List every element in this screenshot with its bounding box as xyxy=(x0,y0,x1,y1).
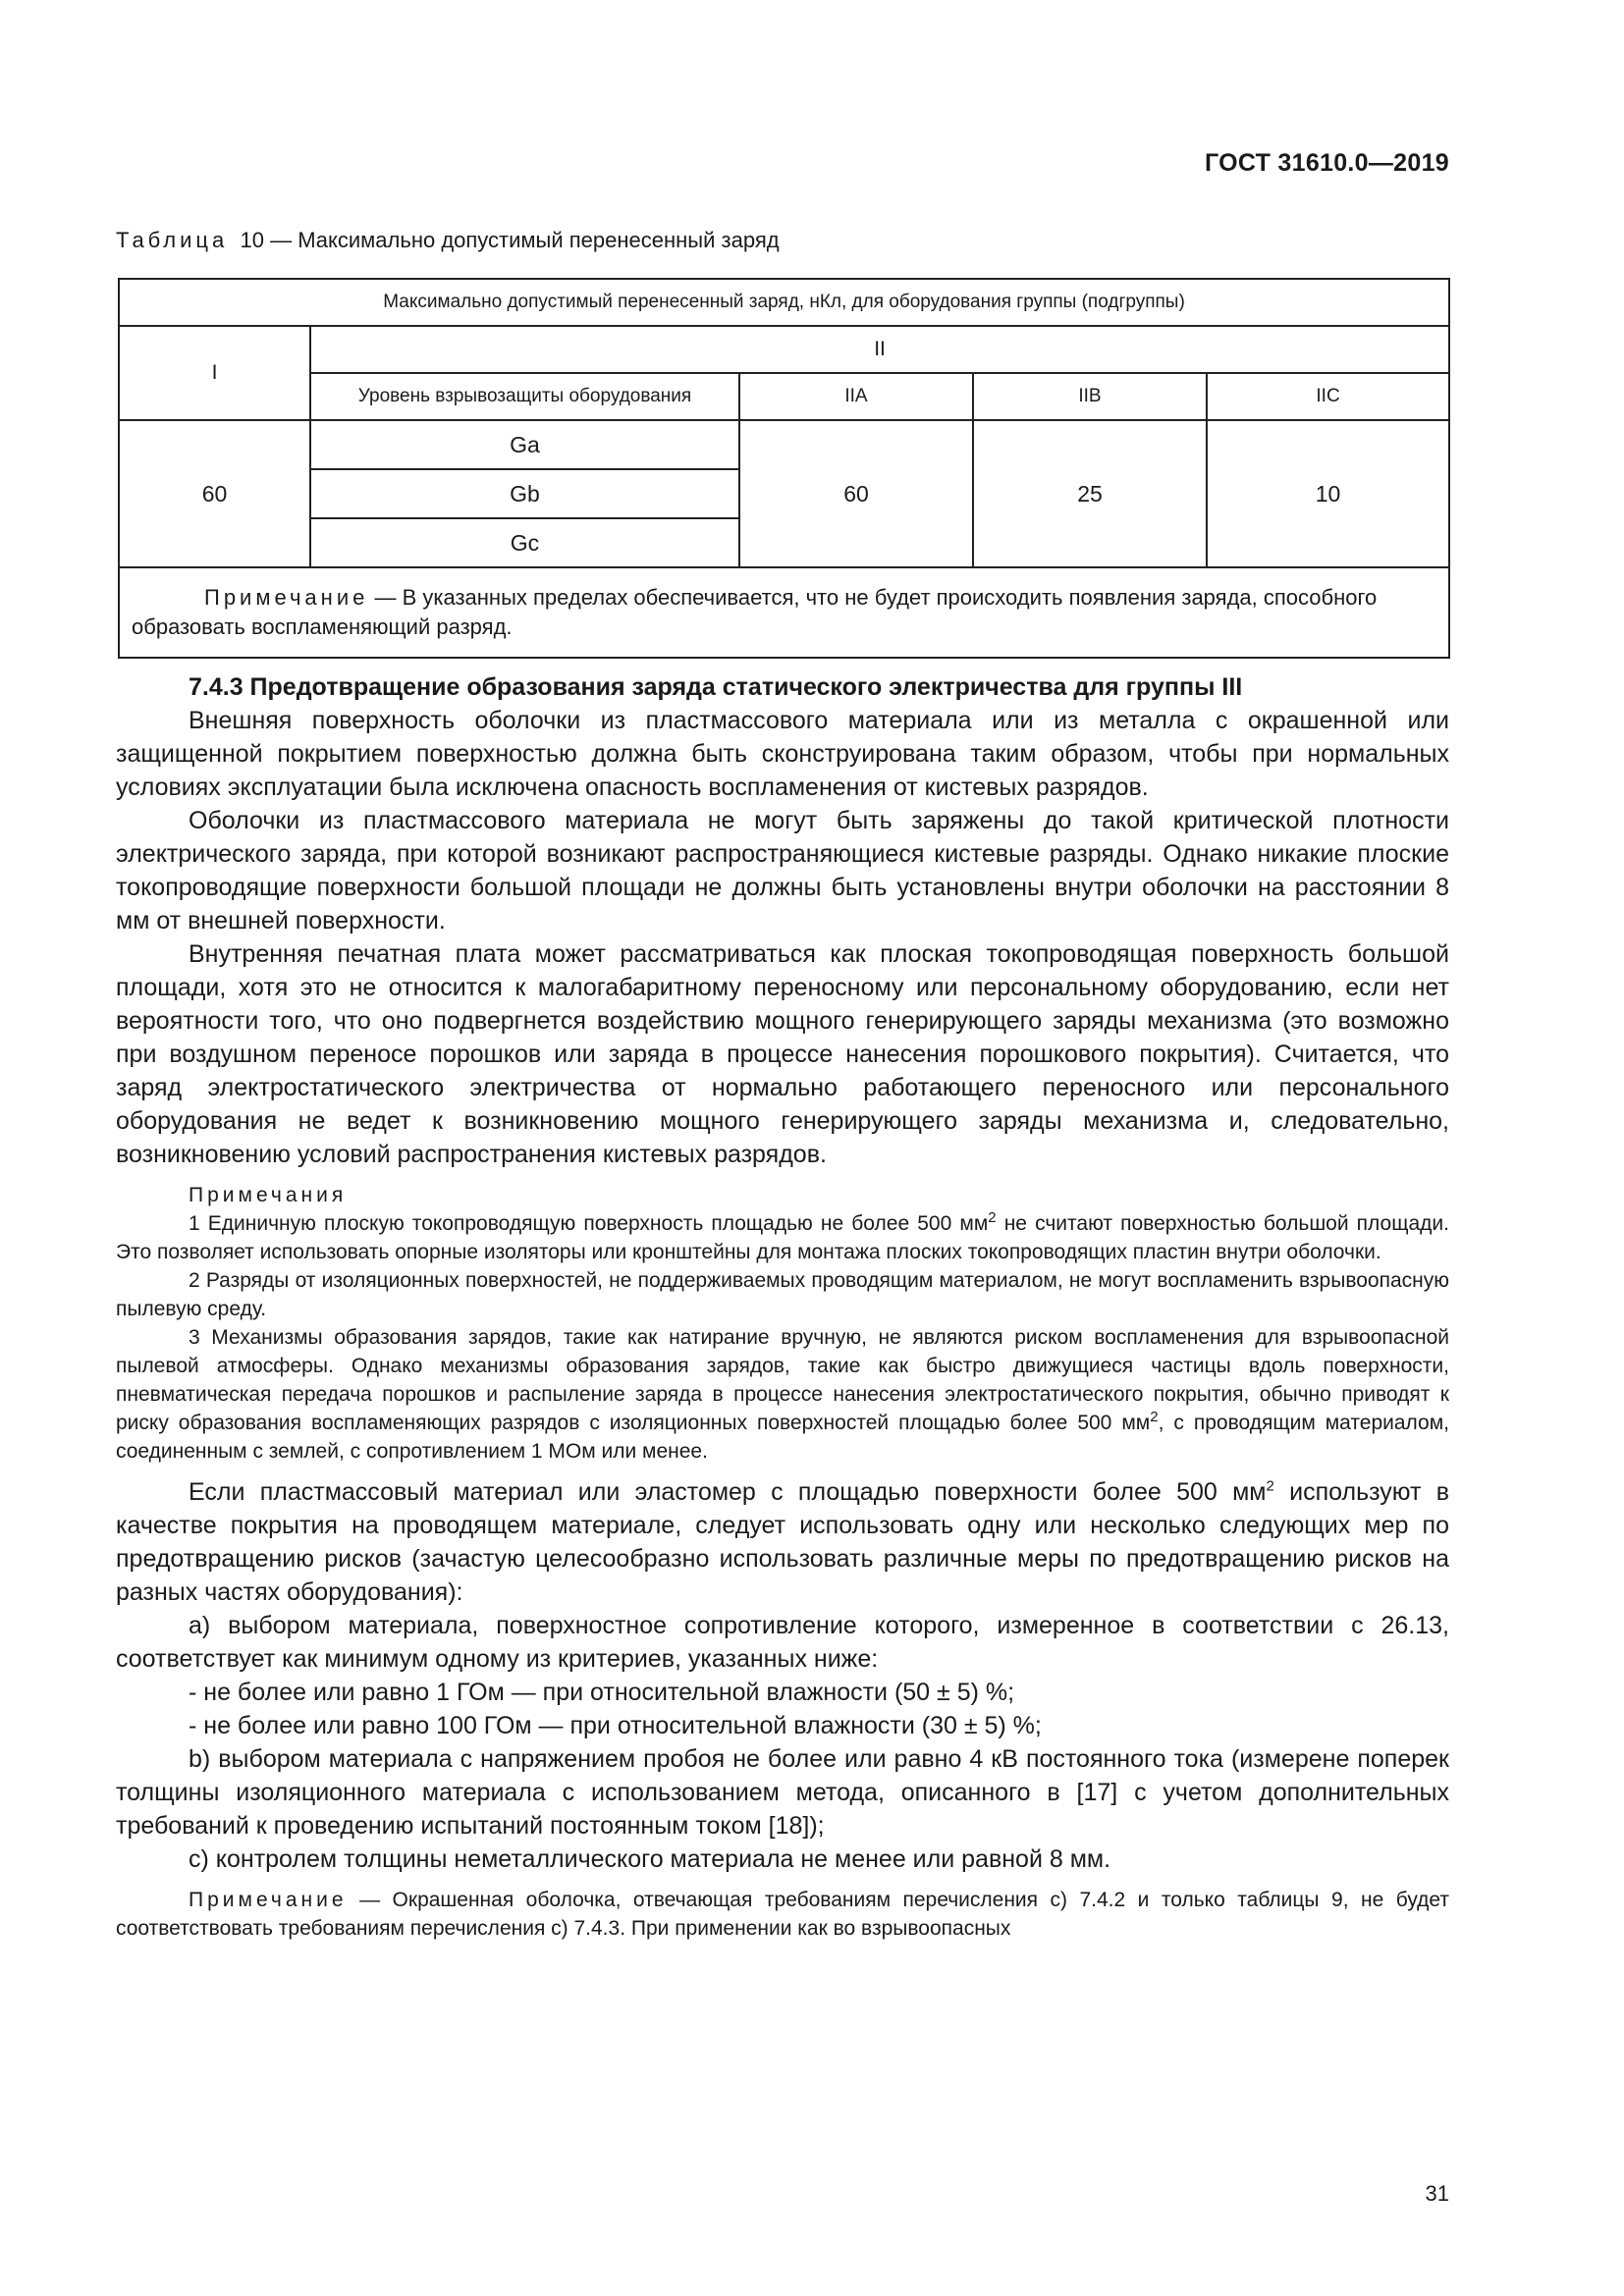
section-body xyxy=(116,670,1449,1943)
table-col-level: Уровень взрывозащиты оборудования xyxy=(310,373,739,420)
table-val-iic: 10 xyxy=(1207,420,1449,567)
table-val-iia: 60 xyxy=(739,420,973,567)
table-caption xyxy=(116,228,780,253)
page-number: 31 xyxy=(1425,2181,1449,2206)
table-val-iib: 25 xyxy=(973,420,1207,567)
note-3: 3 Механизмы образования зарядов, такие как натирание вручную, не являются риском воспламенения для взрывоопасной пылевой атмосферы. Однако механизмы образования зарядов, такие как быстро движущиеся частицы вдоль поверхности, пневматическая передача порошков и распыление заряда в процессе нанесения электростатического покрытия, обычно приводят к риску образования воспламеняющих разрядов с изоляционных поверхностей площадью более 500 $мм^2$, с проводящим материалом, соединенным с землей, с сопротивлением 1 МОм или менее. xyxy=(116,1326,1449,1463)
table-level-ga: Ga xyxy=(310,420,739,469)
table-val-group1: 60 xyxy=(119,420,310,567)
measure-c: с) контролем толщины неметаллического материала не менее или равной 8 мм. xyxy=(189,1845,1111,1873)
section-heading: 7.4.3 Предотвращение образования заряда статического электричества для группы III xyxy=(189,673,1243,701)
measure-a-criterion-1: - не более или равно 1 ГОм — при относительной влажности (50 ± 5) %; xyxy=(189,1679,1015,1706)
note-2: 2 Разряды от изоляционных поверхностей, не поддерживаемых проводящим материалом, не могут воспламенить взрывоопасную пылевую среду. xyxy=(116,1269,1449,1320)
table-note xyxy=(119,567,1449,658)
paragraph-1: Внешняя поверхность оболочки из пластмассового материала или из металла с окрашенной или защищенной покрытием поверхностью должна быть сконструирована таким образом, чтобы при нормальных условиях эксплуатации была исключена опасность воспламенения от кистевых разрядов. xyxy=(116,707,1449,801)
table-note-text: — В указанных пределах обеспечивается, что не будет происходить появления заряда, способного образовать воспламеняющий разряд. xyxy=(132,585,1378,639)
table-level-gb: Gb xyxy=(310,469,739,518)
paragraph-2: Оболочки из пластмассового материала не могут быть заряжены до такой критической плотности электрического заряда, при которой возникают распространяющиеся кистевые разряды. Однако никакие плоские токопроводящие поверхности большой площади не должны быть установлены внутри оболочки на расстоянии 8 мм от внешней поверхности. xyxy=(116,807,1449,934)
table-caption-label: Таблица xyxy=(116,228,229,252)
table-col-group1: I xyxy=(119,326,310,420)
measure-b: b) выбором материала с напряжением пробоя не более или равно 4 кВ постоянного тока (измерене поперек толщины изоляционного материала с использованием метода, описанного в [17] с учетом дополнительных требований к проведению испытаний постоянным током [18]); xyxy=(116,1745,1449,1840)
charge-table xyxy=(118,278,1450,659)
final-note-label: Примечание xyxy=(189,1889,348,1911)
final-note-text: — Окрашенная оболочка, отвечающая требованиям перечисления с) 7.4.2 и только таблицы 9, не будет соответствовать требованиям перечисления с) 7.4.3. При применении как во взрывоопасных xyxy=(116,1889,1449,1940)
table-caption-text: 10 — Максимально допустимый перенесенный заряд xyxy=(240,228,780,252)
table-col-group2: II xyxy=(310,326,1449,373)
measures-intro: Если пластмассовый материал или эластомер с площадью поверхности более 500 $мм^2$ используют в качестве покрытия на проводящем материале, следует использовать одну или несколько следующих мер по предотвращению рисков (зачастую целесообразно использовать различные меры по предотвращению рисков на разных частях оборудования): xyxy=(116,1477,1449,1606)
table-note-label: Примечание xyxy=(204,585,369,610)
final-note xyxy=(116,1886,1449,1943)
paragraph-3: Внутренняя печатная плата может рассматриваться как плоская токопроводящая поверхность большой площади, хотя это не относится к малогабаритному переносному или персональному оборудованию, если нет вероятности того, что оно подвергнется воздействию мощного генерирующего заряды механизма (это возможно при воздушном переносе порошков или заряда в процессе нанесения порошкового покрытия). Считается, что заряд электростатического электричества от нормально работающего переносного или персонального оборудования не ведет к возникновению мощного генерирующего заряды механизма и, следовательно, возникновению условий распространения кистевых разрядов. xyxy=(116,940,1449,1168)
notes-title: Примечания xyxy=(189,1184,348,1206)
table-col-iib: IIB xyxy=(973,373,1207,420)
notes-block xyxy=(116,1181,1449,1466)
table-level-gc: Gc xyxy=(310,518,739,567)
measure-a: а) выбором материала, поверхностное сопротивление которого, измеренное в соответствии с 26.13, соответствует как минимум одному из критериев, указанных ниже: xyxy=(116,1612,1449,1673)
table-col-iia: IIA xyxy=(739,373,973,420)
note-1: 1 Единичную плоскую токопроводящую поверхность площадью не более 500 $мм^2$ не считают поверхностью большой площади. Это позволяет использовать опорные изоляторы или кронштейны для монтажа плоских токопроводящих пластин внутри оболочки. xyxy=(116,1209,1449,1263)
document-id: ГОСТ 31610.0—2019 xyxy=(1204,149,1449,177)
measure-a-criterion-2: - не более или равно 100 ГОм — при относительной влажности (30 ± 5) %; xyxy=(189,1712,1042,1739)
table-col-iic: IIC xyxy=(1207,373,1449,420)
table-head-main: Максимально допустимый перенесенный заряд, нКл, для оборудования группы (подгруппы) xyxy=(119,279,1449,326)
